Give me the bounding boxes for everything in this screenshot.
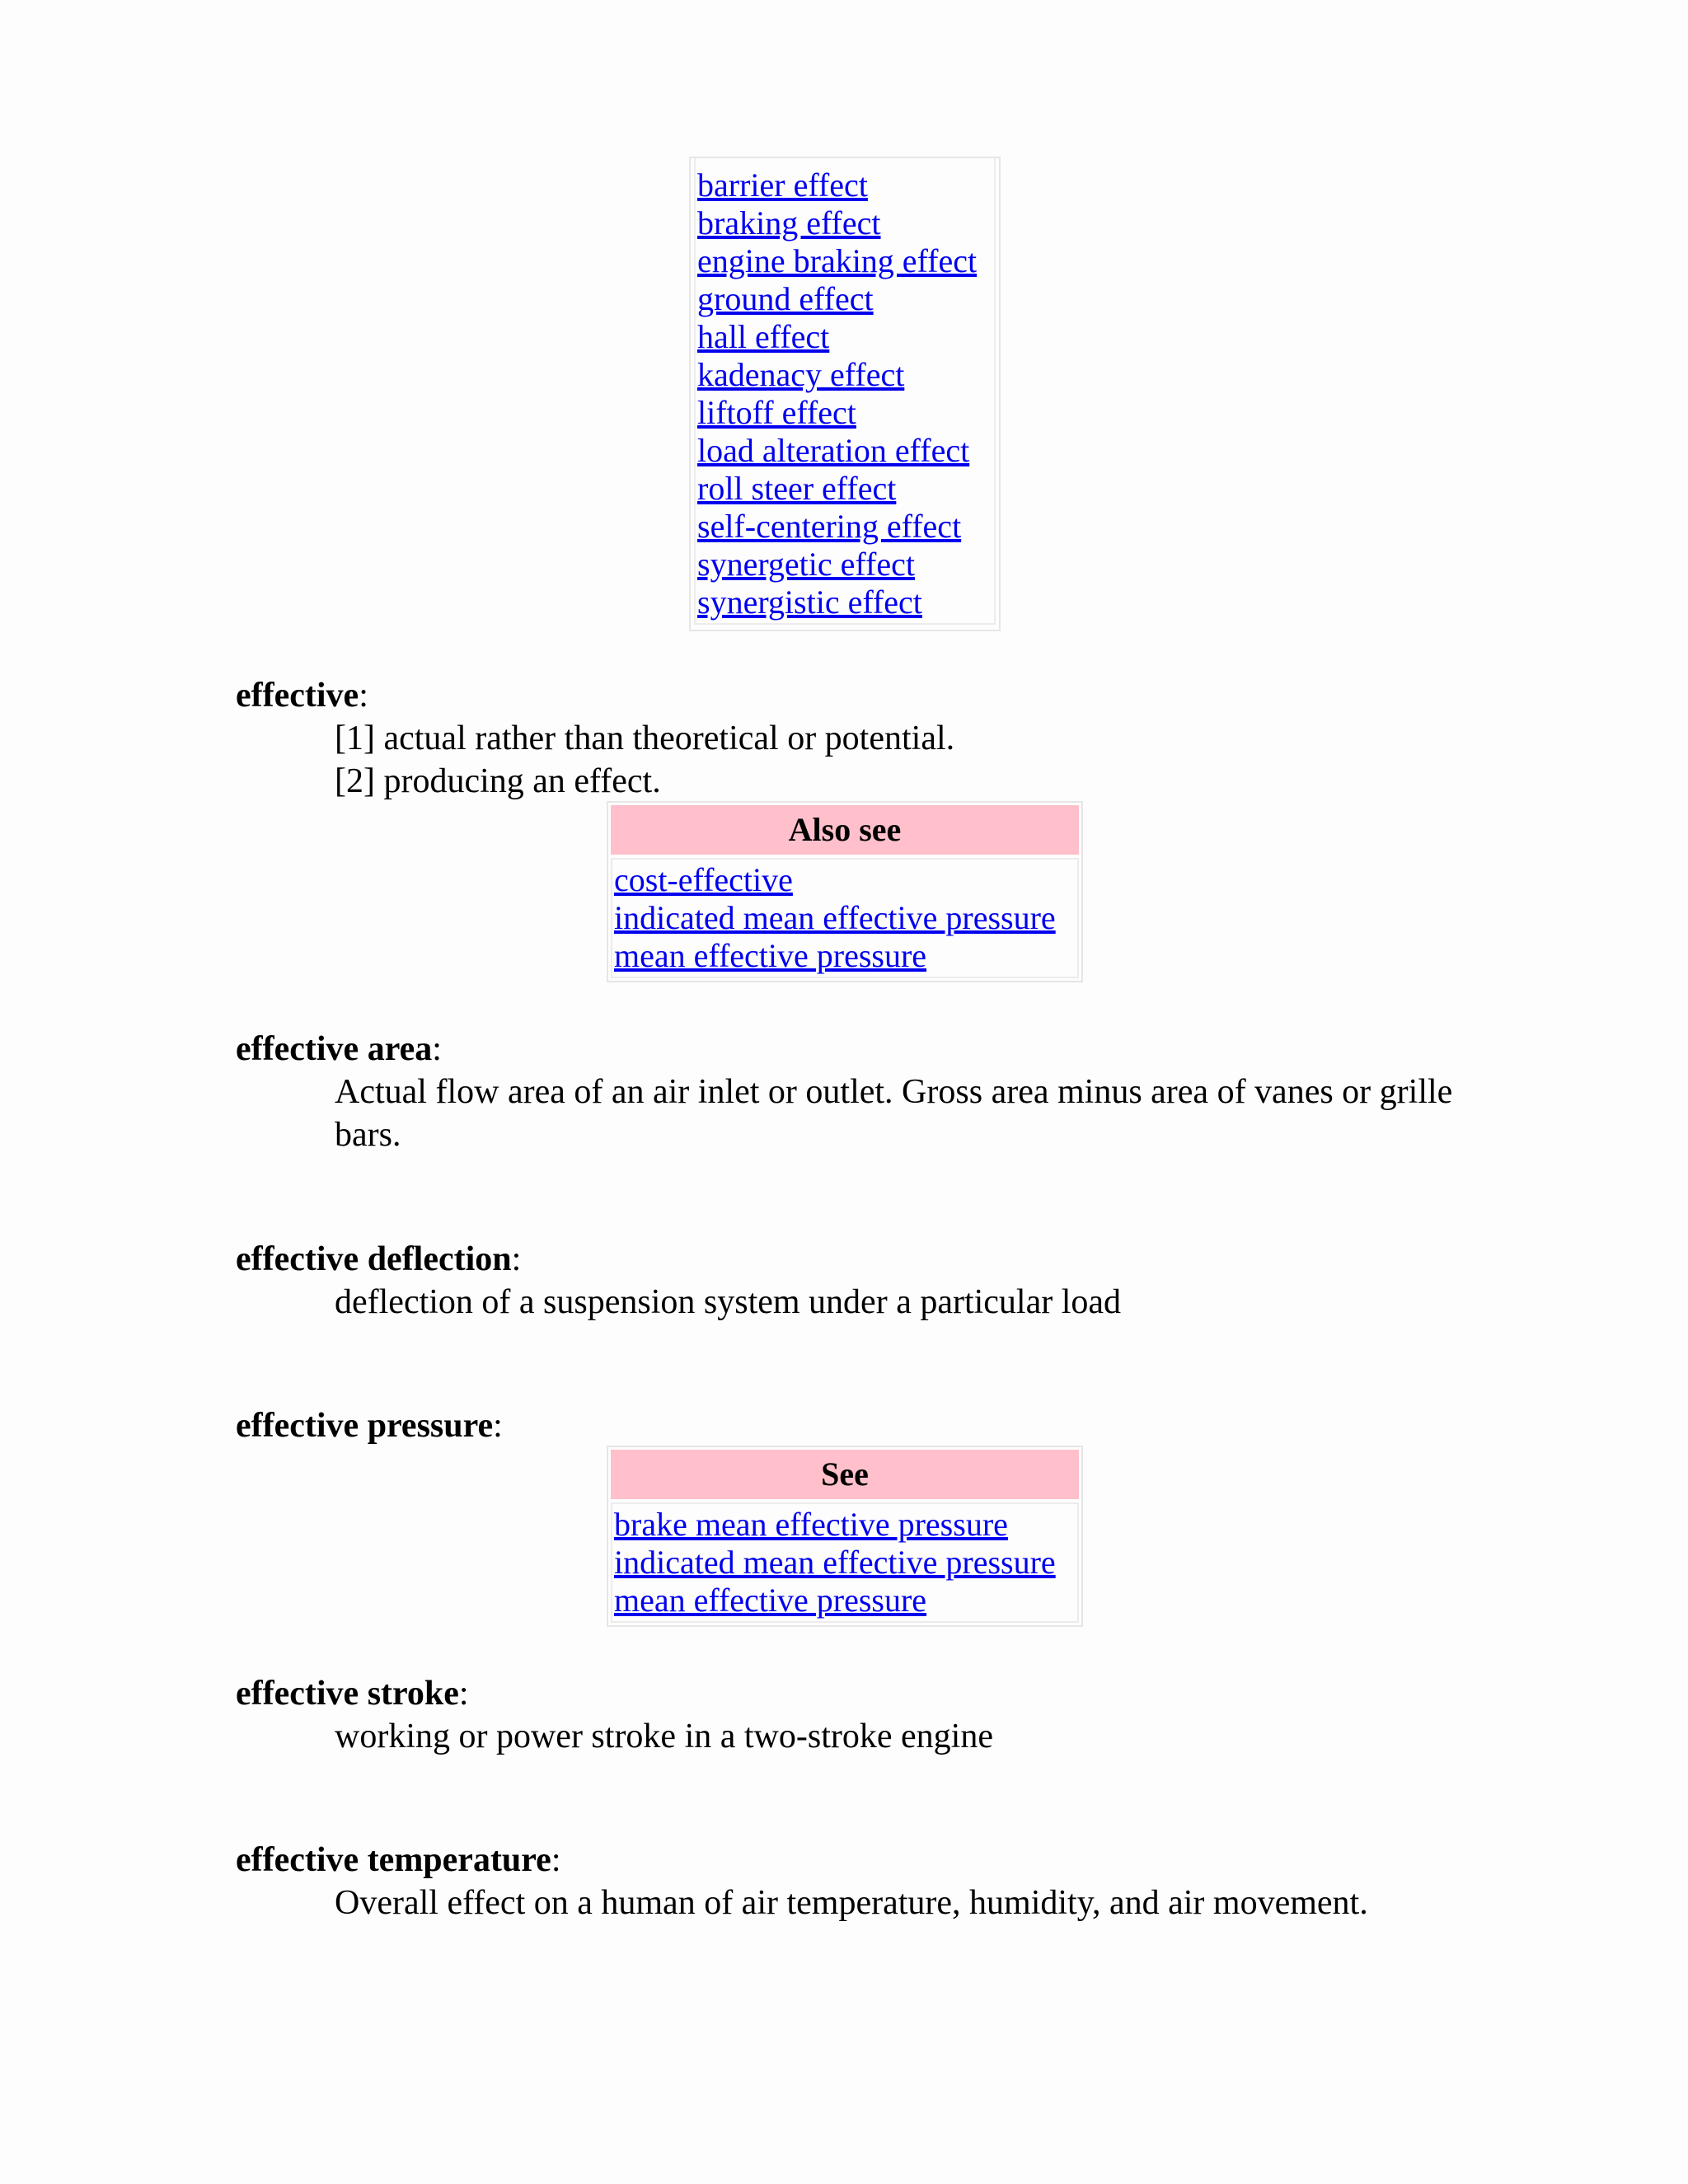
term-colon: : xyxy=(458,1675,469,1713)
definition: Overall effect on a human of air temperature, humidity, and air movement. xyxy=(335,1884,1368,1922)
link-liftoff-effect[interactable]: liftoff effect xyxy=(697,394,856,431)
term-colon: : xyxy=(432,1030,442,1068)
term-effective-pressure: effective pressure xyxy=(236,1407,494,1445)
definition-1: [1] actual rather than theoretical or potential. xyxy=(335,719,955,757)
link-barrier-effect[interactable]: barrier effect xyxy=(697,166,868,204)
link-self-centering-effect[interactable]: self-centering effect xyxy=(697,508,962,545)
also-see-list xyxy=(611,858,1079,978)
also-see-box xyxy=(607,801,1083,982)
term-effective: effective xyxy=(236,677,359,715)
see-header: See xyxy=(611,1450,1079,1499)
link-brake-mean-effective-pressure[interactable]: brake mean effective pressure xyxy=(614,1506,1008,1543)
term-heading xyxy=(236,1028,1637,1071)
link-mean-effective-pressure[interactable]: mean effective pressure xyxy=(614,1582,927,1619)
link-load-alteration-effect[interactable]: load alteration effect xyxy=(697,432,970,469)
also-see-header: Also see xyxy=(611,805,1079,855)
term-colon: : xyxy=(493,1407,503,1445)
link-ground-effect[interactable]: ground effect xyxy=(697,280,874,317)
term-effective-deflection: effective deflection xyxy=(236,1240,512,1278)
term-effective-area: effective area xyxy=(236,1030,433,1068)
link-synergistic-effect[interactable]: synergistic effect xyxy=(697,583,922,621)
related-effects-list xyxy=(694,158,996,625)
related-effects-box xyxy=(689,157,1001,631)
term-heading xyxy=(236,1238,1637,1281)
entry-effective-deflection xyxy=(236,1238,1637,1324)
link-synergetic-effect[interactable]: synergetic effect xyxy=(697,546,915,583)
link-indicated-mean-effective-pressure[interactable]: indicated mean effective pressure xyxy=(614,1544,1056,1581)
link-hall-effect[interactable]: hall effect xyxy=(697,318,830,355)
see-box xyxy=(607,1446,1083,1627)
definition-2: [2] producing an effect. xyxy=(335,762,661,800)
term-effective-temperature: effective temperature xyxy=(236,1841,551,1879)
definition: Actual flow area of an air inlet or outlet. Gross area minus area of vanes or grille bars. xyxy=(335,1073,1453,1154)
term-heading xyxy=(236,1404,1637,1447)
term-heading xyxy=(236,1839,1637,1882)
entry-effective xyxy=(236,674,1637,803)
entry-effective-pressure xyxy=(236,1404,1637,1447)
term-heading xyxy=(236,1672,1637,1715)
term-colon: : xyxy=(359,677,368,715)
term-colon: : xyxy=(511,1240,522,1278)
term-heading xyxy=(236,674,1637,717)
link-mean-effective-pressure[interactable]: mean effective pressure xyxy=(614,937,927,974)
link-braking-effect[interactable]: braking effect xyxy=(697,204,881,241)
link-indicated-mean-effective-pressure[interactable]: indicated mean effective pressure xyxy=(614,899,1056,936)
term-effective-stroke: effective stroke xyxy=(236,1675,459,1713)
link-kadenacy-effect[interactable]: kadenacy effect xyxy=(697,356,905,393)
definition: working or power stroke in a two-stroke engine xyxy=(335,1718,993,1755)
link-cost-effective[interactable]: cost-effective xyxy=(614,861,793,898)
link-roll-steer-effect[interactable]: roll steer effect xyxy=(697,470,897,507)
entry-effective-area xyxy=(236,1028,1637,1156)
see-list xyxy=(611,1502,1079,1623)
link-engine-braking-effect[interactable]: engine braking effect xyxy=(697,242,978,279)
term-colon: : xyxy=(551,1841,561,1879)
definition: deflection of a suspension system under a particular load xyxy=(335,1283,1122,1321)
entry-effective-temperature xyxy=(236,1839,1637,1924)
entry-effective-stroke xyxy=(236,1672,1637,1758)
